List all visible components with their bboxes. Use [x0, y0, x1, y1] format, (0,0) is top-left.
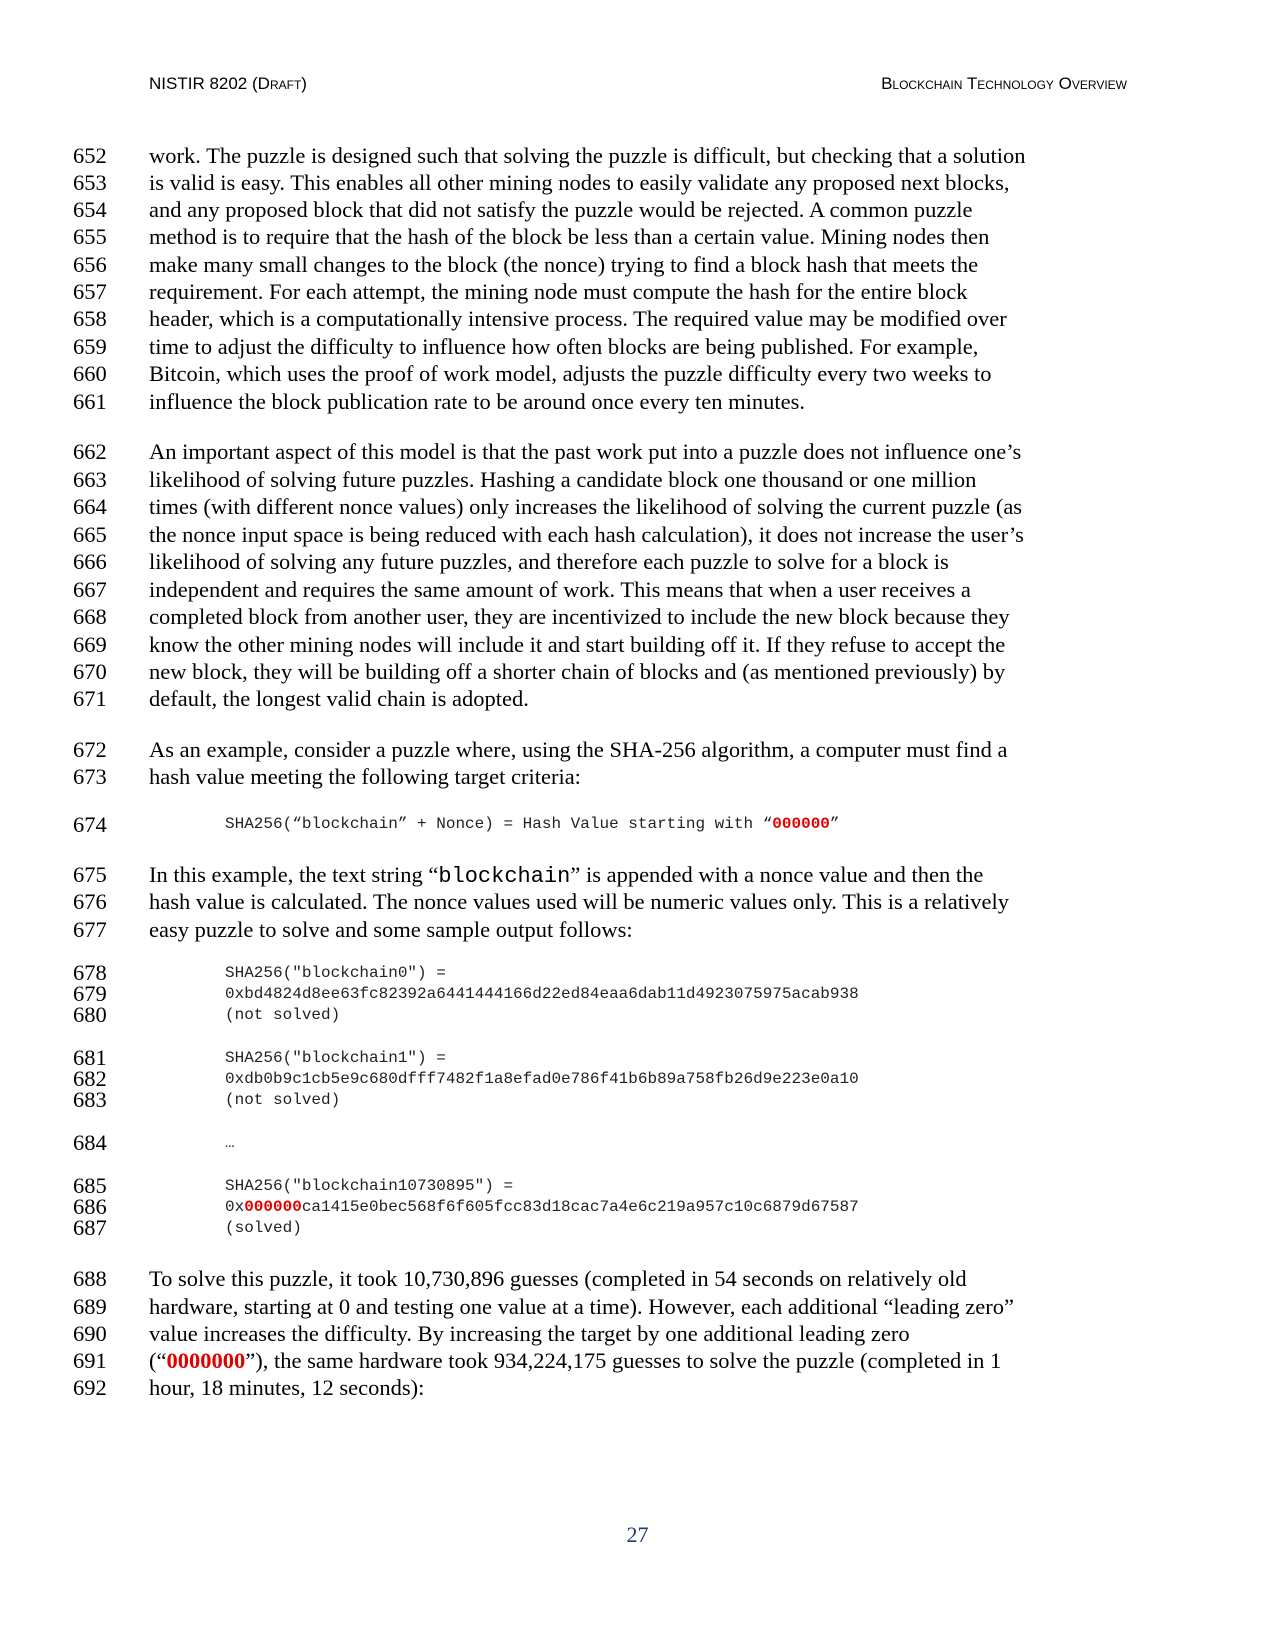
line-text: work. The puzzle is designed such that solving the puzzle is difficult, but checking that a solution [149, 143, 1026, 168]
text-line [0, 575, 1275, 604]
code-line [0, 1068, 1275, 1090]
code-line [0, 1175, 1275, 1197]
text-line [0, 332, 1275, 361]
line-number: 679 [73, 981, 107, 1006]
line-text: Bitcoin, which uses the proof of work model, adjusts the puzzle difficulty every two weeks to [149, 361, 992, 386]
line-number: 668 [73, 604, 107, 629]
line-number: 689 [73, 1294, 107, 1319]
code-text: 0x000000ca1415e0bec568f6f605fcc83d18cac7a4e6c219a957c10c6879d67587 [225, 1198, 859, 1216]
text-line [0, 1373, 1275, 1402]
code-text: (not solved) [225, 1006, 341, 1024]
text-line [0, 437, 1275, 466]
target-zeros: 000000 [772, 815, 830, 833]
running-header-left: NISTIR 8202 (Draft) [149, 74, 307, 93]
text-line [0, 602, 1275, 631]
code-line [0, 1089, 1275, 1111]
text-line [0, 684, 1275, 713]
code-line [0, 1196, 1275, 1218]
text-line [0, 915, 1275, 944]
code-text: SHA256("blockchain0") = [225, 964, 446, 982]
line-text: likelihood of solving any future puzzles, and therefore each puzzle to solve for a block is [149, 549, 949, 574]
line-number: 654 [73, 197, 107, 222]
line-number: 675 [73, 862, 107, 887]
code-line [0, 1217, 1275, 1239]
line-text: easy puzzle to solve and some sample output follows: [149, 917, 633, 942]
text-line [0, 492, 1275, 521]
line-text: header, which is a computationally intensive process. The required value may be modified over [149, 306, 1007, 331]
text-line [0, 547, 1275, 576]
code-text: SHA256("blockchain1") = [225, 1049, 446, 1067]
text-line [0, 141, 1275, 170]
line-number: 659 [73, 334, 107, 359]
line-number: 662 [73, 439, 107, 464]
text-line [0, 359, 1275, 388]
line-text: know the other mining nodes will include it and start building off it. If they refuse to accept the [149, 632, 1006, 657]
ellipsis-line [0, 1132, 1275, 1154]
line-number: 673 [73, 764, 107, 789]
line-number: 692 [73, 1375, 107, 1400]
ellipsis-text: … [225, 1134, 235, 1152]
line-number: 678 [73, 960, 107, 985]
code-text: SHA256("blockchain10730895") = [225, 1177, 514, 1195]
line-number: 664 [73, 494, 107, 519]
line-text: new block, they will be building off a shorter chain of blocks and (as mentioned previously) by [149, 659, 1006, 684]
target-formula [0, 810, 1275, 839]
line-number: 684 [73, 1130, 107, 1155]
line-text: requirement. For each attempt, the mining node must compute the hash for the entire block [149, 279, 968, 304]
line-number: 655 [73, 224, 107, 249]
text-line [0, 1319, 1275, 1348]
text-line [0, 1292, 1275, 1321]
text-line [0, 304, 1275, 333]
text-line [0, 520, 1275, 549]
text-line [0, 887, 1275, 916]
line-number: 691 [73, 1348, 107, 1373]
text-line [0, 1264, 1275, 1293]
formula-code: SHA256(“blockchain” + Nonce) = Hash Value starting with “000000” [225, 815, 840, 833]
line-text: time to adjust the difficulty to influence how often blocks are being published. For example, [149, 334, 979, 359]
line-number: 652 [73, 143, 107, 168]
line-text: independent and requires the same amount of work. This means that when a user receives a [149, 577, 971, 602]
line-text: (“0000000”), the same hardware took 934,224,175 guesses to solve the puzzle (completed in 1 [149, 1348, 1002, 1373]
line-text: and any proposed block that did not satisfy the puzzle would be rejected. A common puzzle [149, 197, 973, 222]
harder-target-zeros: 0000000 [166, 1348, 246, 1373]
line-number: 682 [73, 1066, 107, 1091]
code-line [0, 983, 1275, 1005]
text-line [0, 277, 1275, 306]
text-line [0, 465, 1275, 494]
line-number: 686 [73, 1194, 107, 1219]
line-number: 683 [73, 1087, 107, 1112]
line-number: 660 [73, 361, 107, 386]
running-header-right: Blockchain Technology Overview [881, 74, 1127, 93]
text-line [0, 860, 1275, 889]
text-line [0, 657, 1275, 686]
text-line [0, 250, 1275, 279]
line-number: 687 [73, 1215, 107, 1240]
line-text: times (with different nonce values) only increases the likelihood of solving the current puzzle (as [149, 494, 1023, 519]
line-text: hash value is calculated. The nonce values used will be numeric values only. This is a relatively [149, 889, 1009, 914]
text-line [0, 1346, 1275, 1375]
line-number: 665 [73, 522, 107, 547]
line-number: 670 [73, 659, 107, 684]
inline-code: blockchain [438, 864, 571, 889]
line-text: hour, 18 minutes, 12 seconds): [149, 1375, 425, 1400]
line-text: In this example, the text string “blockchain” is appended with a nonce value and then the [149, 862, 984, 889]
line-number: 653 [73, 170, 107, 195]
line-number: 666 [73, 549, 107, 574]
text-line [0, 630, 1275, 659]
code-text: 0xdb0b9c1cb5e9c680dfff7482f1a8efad0e786f41b6b89a758fb26d9e223e0a10 [225, 1070, 859, 1088]
line-number: 671 [73, 686, 107, 711]
line-text: hash value meeting the following target criteria: [149, 764, 581, 789]
line-number: 672 [73, 737, 107, 762]
line-number: 658 [73, 306, 107, 331]
code-text: 0xbd4824d8ee63fc82392a6441444166d22ed84eaa6dab11d4923075975acab938 [225, 985, 859, 1003]
line-number: 656 [73, 252, 107, 277]
line-number: 676 [73, 889, 107, 914]
text-line [0, 222, 1275, 251]
text-line [0, 168, 1275, 197]
code-line [0, 1004, 1275, 1026]
code-line [0, 962, 1275, 984]
line-text: default, the longest valid chain is adopted. [149, 686, 529, 711]
text-line [0, 762, 1275, 791]
text-line [0, 387, 1275, 416]
line-number: 657 [73, 279, 107, 304]
page-number: 27 [626, 1522, 649, 1547]
line-number: 688 [73, 1266, 107, 1291]
text-line [0, 195, 1275, 224]
code-line [0, 1047, 1275, 1069]
line-text: is valid is easy. This enables all other mining nodes to easily validate any proposed next blocks, [149, 170, 1010, 195]
line-number: 674 [73, 812, 107, 837]
line-number: 667 [73, 577, 107, 602]
line-number: 661 [73, 389, 107, 414]
line-text: As an example, consider a puzzle where, using the SHA-256 algorithm, a computer must find a [149, 737, 1008, 762]
line-number: 690 [73, 1321, 107, 1346]
solved-zeros: 000000 [244, 1198, 302, 1216]
line-text: hardware, starting at 0 and testing one value at a time). However, each additional “leading zero” [149, 1294, 1014, 1319]
line-text: likelihood of solving future puzzles. Hashing a candidate block one thousand or one million [149, 467, 977, 492]
line-text: An important aspect of this model is that the past work put into a puzzle does not influence one’s [149, 439, 1022, 464]
line-number: 663 [73, 467, 107, 492]
line-number: 681 [73, 1045, 107, 1070]
text-line [0, 735, 1275, 764]
code-text: (solved) [225, 1219, 302, 1237]
line-text: the nonce input space is being reduced with each hash calculation), it does not increase the user’s [149, 522, 1024, 547]
line-text: completed block from another user, they are incentivized to include the new block because they [149, 604, 1010, 629]
line-text: To solve this puzzle, it took 10,730,896 guesses (completed in 54 seconds on relatively old [149, 1266, 967, 1291]
line-text: influence the block publication rate to be around once every ten minutes. [149, 389, 806, 414]
line-number: 677 [73, 917, 107, 942]
line-text: method is to require that the hash of the block be less than a certain value. Mining nodes then [149, 224, 990, 249]
code-text: (not solved) [225, 1091, 341, 1109]
line-text: value increases the difficulty. By increasing the target by one additional leading zero [149, 1321, 910, 1346]
line-number: 685 [73, 1173, 107, 1198]
line-number: 680 [73, 1002, 107, 1027]
line-number: 669 [73, 632, 107, 657]
line-text: make many small changes to the block (the nonce) trying to find a block hash that meets the [149, 252, 979, 277]
